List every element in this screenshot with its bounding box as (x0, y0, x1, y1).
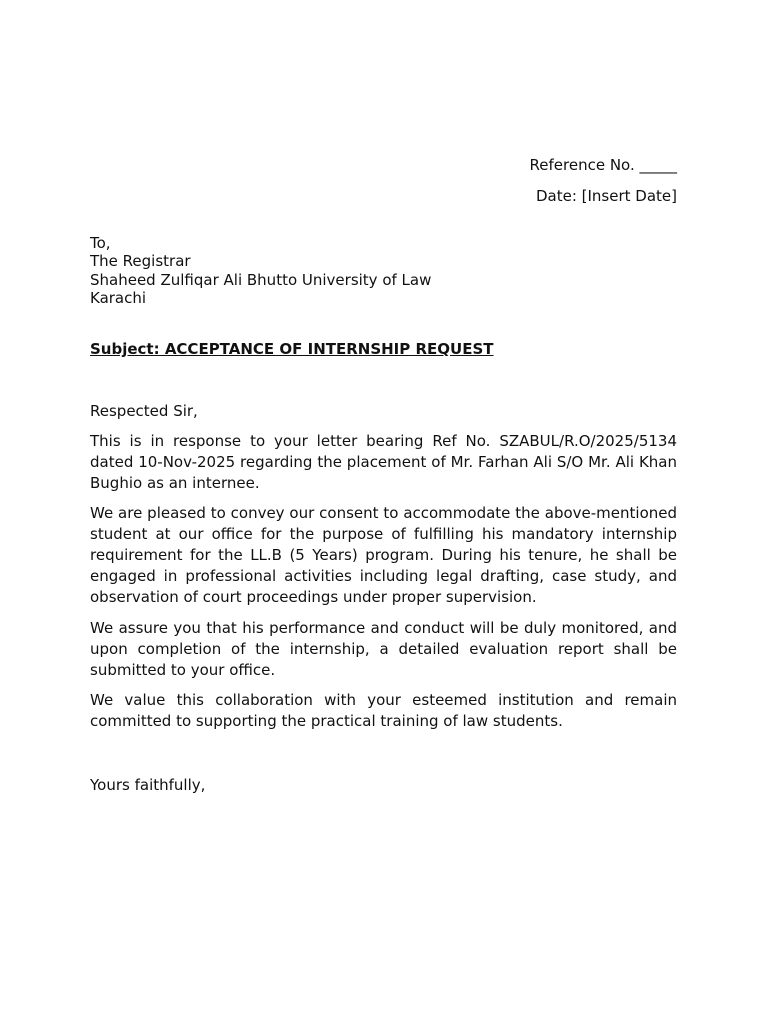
address-to: To, (90, 234, 111, 252)
recipient-address (90, 234, 677, 307)
address-institution: Shaheed Zulfiqar Ali Bhutto University of Law (90, 270, 432, 289)
closing-line: Yours faithfully, (90, 776, 206, 794)
address-recipient: The Registrar (90, 252, 191, 271)
letter-date: Date: [Insert Date] (535, 187, 677, 205)
body-paragraph: We value this collaboration with your esteemed institution and remain committed to supporting the practical training of law students. (90, 691, 677, 730)
salutation: Respected Sir, (90, 402, 198, 420)
body-paragraph: We assure you that his performance and conduct will be duly monitored, and upon completion of the internship, a detailed evaluation report shall be submitted to your office. (90, 619, 677, 679)
body-paragraph: We are pleased to convey our consent to accommodate the above-mentioned student at our office for the purpose of fulfilling his mandatory internship requirement for the LL.B (5 Years) program. During his tenure, he shall be engaged in professional activities including legal drafting, case study, and observation of court proceedings under proper supervision. (90, 504, 677, 606)
body-paragraph: This is in response to your letter bearing Ref No. SZABUL/R.O/2025/5134 dated 10-Nov-2025 regarding the placement of Mr. Farhan Ali S/O Mr. Ali Khan Bughio as an internee. (90, 432, 677, 492)
reference-number: Reference No. _____ (529, 156, 677, 174)
subject-line: Subject: ACCEPTANCE OF INTERNSHIP REQUEST (90, 340, 494, 358)
address-city: Karachi (90, 288, 147, 307)
